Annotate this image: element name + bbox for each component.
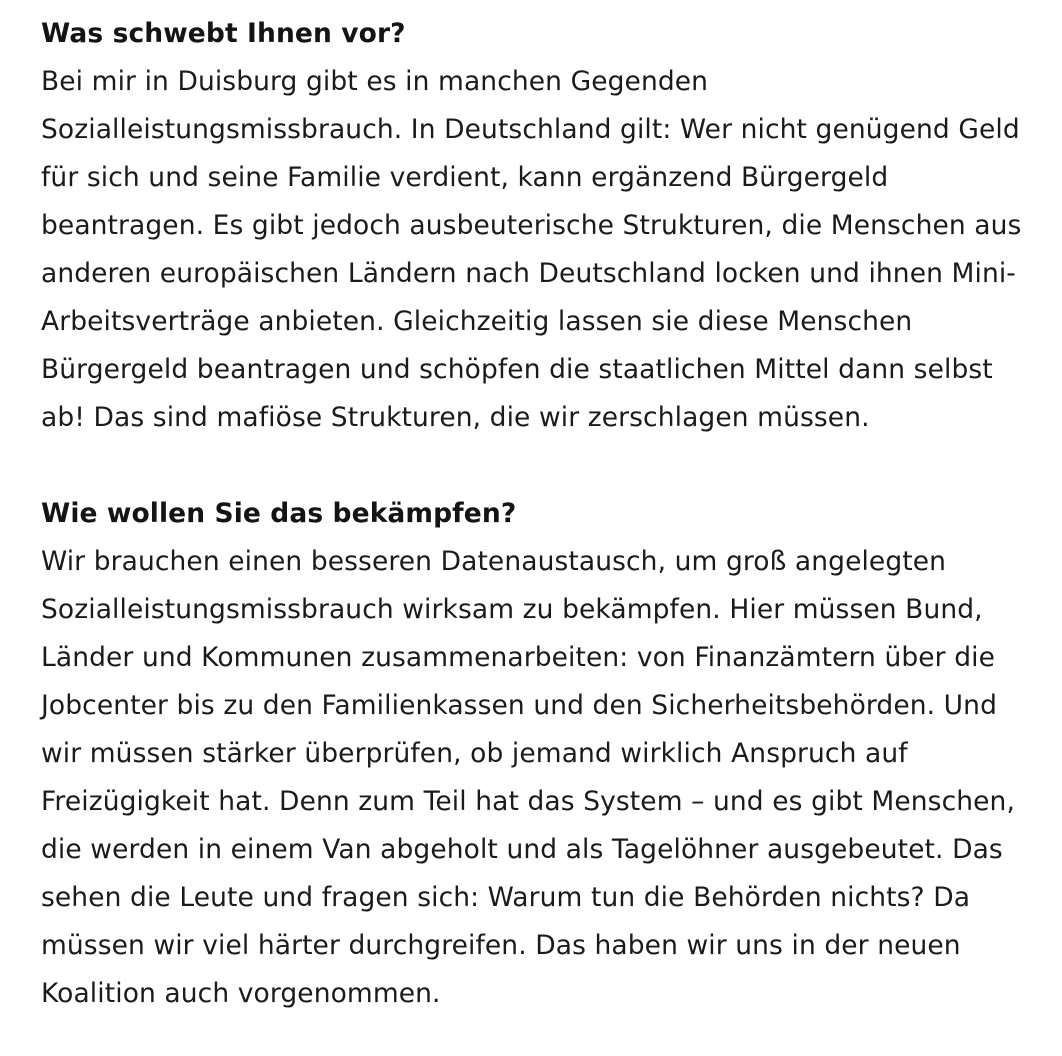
interview-question: Was schwebt Ihnen vor? [41,18,406,49]
qa-block-1 [41,10,1041,442]
interview-question: Wie wollen Sie das bekämpfen? [41,498,517,529]
interview-answer: Wir brauchen einen besseren Datenaustausch, um groß angelegten Sozialleistungsmissbrauch wirksam zu bekämpfen. Hier müssen Bund, Länder und Kommunen zusammenarbeiten: von Finanzämtern über die Jobcenter bis zu den Familienkassen und den Sicherheitsbehörden. Und wir müssen stärker überprüfen, ob jemand wirklich Anspruch auf Freizügigkeit hat. Denn zum Teil hat das System – und es gibt Menschen, die werden in einem Van abgeholt und als Tagelöhner ausgebeutet. Das sehen die Leute und fragen sich: Warum tun die Behörden nichts? Da müssen wir viel härter durchgreifen. Das haben wir uns in der neuen Koalition auch vorgenommen. [41,546,1015,1009]
interview-answer: Bei mir in Duisburg gibt es in manchen Gegenden Sozialleistungsmissbrauch. In Deutschland gilt: Wer nicht genügend Geld für sich und seine Familie verdient, kann ergänzend Bürgergeld beantragen. Es gibt jedoch ausbeuterische Strukturen, die Menschen aus anderen europäischen Ländern nach Deutschland locken und ihnen Mini-Arbeitsverträge anbieten. Gleichzeitig lassen sie diese Menschen Bürgergeld beantragen und schöpfen die staatlichen Mittel dann selbst ab! Das sind mafiöse Strukturen, die wir zerschlagen müssen. [41,66,1022,433]
qa-block-2 [41,490,1041,1018]
article-body [41,10,1041,1018]
